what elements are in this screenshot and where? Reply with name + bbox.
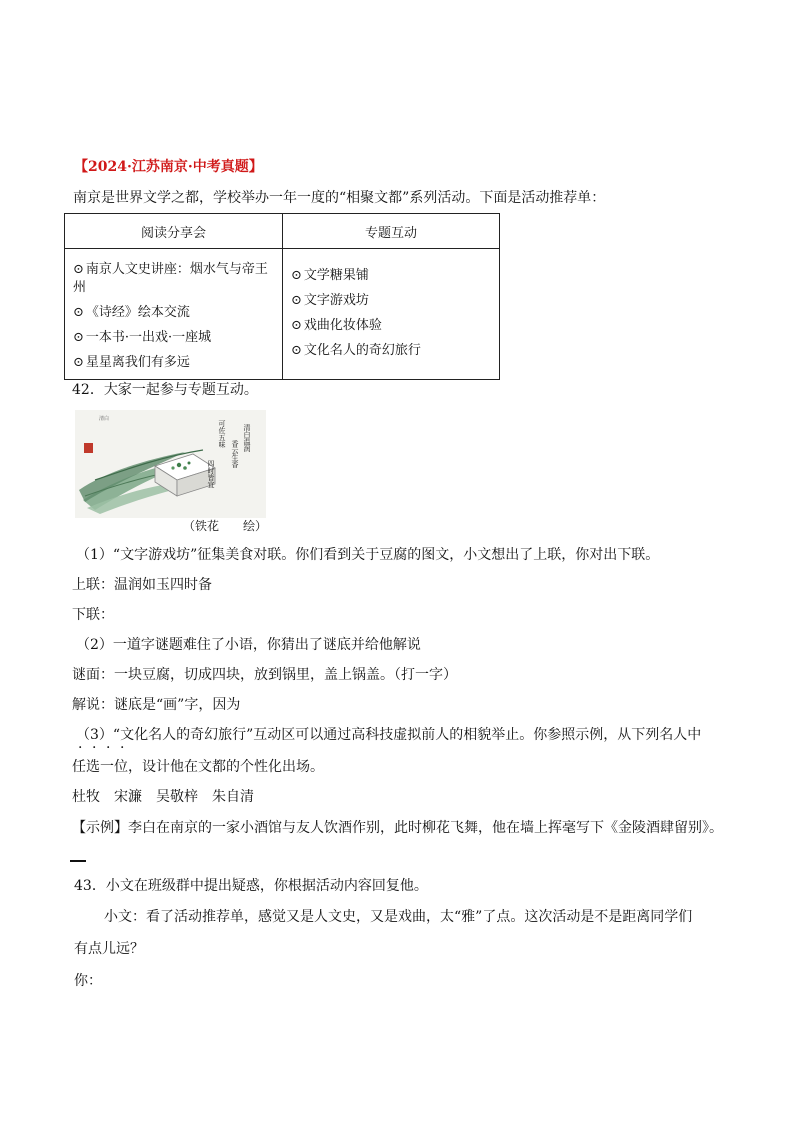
bullet-icon: ⊙ xyxy=(291,343,302,358)
seal-stamp xyxy=(84,443,93,453)
bullet-icon: ⊙ xyxy=(73,355,84,370)
emphasis-dot: · xyxy=(78,740,83,756)
painting-caption: （铁花 绘） xyxy=(183,519,268,533)
tofu-painting xyxy=(75,410,266,518)
xiaowen-message-line2: 有点儿远？ xyxy=(74,941,144,957)
source-tag: 【2024·江苏南京·中考真题】 xyxy=(74,159,263,175)
interaction-activities-cell xyxy=(283,249,500,380)
intro-text: 南京是世界文学之都，学校举办一年一度的“相聚文都”系列活动。下面是活动推荐单： xyxy=(73,190,606,206)
svg-text:可佐五味: 可佐五味 xyxy=(218,420,226,448)
emphasis-dot: · xyxy=(92,740,97,756)
list-item: ⊙ 南京人文史讲座：烟水气与帝王州 xyxy=(73,262,268,295)
sub-question-2: （2）一道字谜题难住了小语，你猜出了谜底并给他解说 xyxy=(76,637,421,653)
bullet-icon: ⊙ xyxy=(291,268,302,283)
svg-text:清白温润: 清白温润 xyxy=(243,424,251,452)
svg-text:四时皆宜: 四时皆宜 xyxy=(207,460,215,488)
emphasis-dot: · xyxy=(120,740,125,756)
tofu-cabbage-illustration xyxy=(75,410,266,518)
list-item: ⊙ 文字游戏坊 xyxy=(291,293,369,308)
emphasis-dot: · xyxy=(106,740,111,756)
table-header-reading: 阅读分享会 xyxy=(65,214,283,249)
bullet-icon: ⊙ xyxy=(73,262,84,277)
bullet-icon: ⊙ xyxy=(291,293,302,308)
sub-question-3-line2: 任选一位，设计他在文都的个性化出场。 xyxy=(72,759,324,775)
list-item: ⊙ 文化名人的奇幻旅行 xyxy=(291,343,421,358)
list-item: ⊙ 星星离我们有多远 xyxy=(73,355,190,370)
bullet-icon: ⊙ xyxy=(291,318,302,333)
question-43: 43．小文在班级群中提出疑惑，你根据活动内容回复他。 xyxy=(74,878,428,894)
explanation-text: 解说：谜底是“画”字，因为 xyxy=(72,697,241,713)
seal-text: 清白 xyxy=(99,416,110,422)
question-42: 42．大家一起参与专题互动。 xyxy=(72,382,258,398)
recommendation-table xyxy=(64,213,500,380)
xiaowen-message-line1: 小文：看了活动推荐单，感觉又是人文史，又是戏曲，太“雅”了点。这次活动是不是距离同学们 xyxy=(104,909,693,925)
answer-line xyxy=(70,860,86,862)
sub-question-1: （1）“文字游戏坊”征集美食对联。你们看到关于豆腐的图文，小文想出了上联，你对出下联。 xyxy=(76,547,660,563)
reply-label: 你： xyxy=(74,973,102,989)
reading-activities-cell xyxy=(65,249,283,380)
example-text: 【示例】李白在南京的一家小酒馆与友人饮酒作别，此时柳花飞舞，他在墙上挥毫写下《金陵酒肆留别》。 xyxy=(72,820,723,836)
celebrity-names: 杜牧 宋濂 吴敬梓 朱自清 xyxy=(72,789,254,805)
list-item: ⊙ 《诗经》绘本交流 xyxy=(73,305,190,320)
bullet-icon: ⊙ xyxy=(73,330,84,345)
shanglian-text: 上联：温润如玉四时备 xyxy=(72,577,212,593)
sub-question-3-line1: （3）“文化名人的奇幻旅行”互动区可以通过高科技虚拟前人的相貌举止。你参照示例，从下列名人中 xyxy=(76,727,702,743)
table-header-interaction: 专题互动 xyxy=(283,214,500,249)
list-item: ⊙ 文学糖果铺 xyxy=(291,268,369,283)
riddle-text: 谜面：一块豆腐，切成四块，放到锅里，盖上锅盖。（打一字） xyxy=(72,667,457,683)
list-item: ⊙ 戏曲化妆体验 xyxy=(291,318,382,333)
svg-text:香云生香: 香云生香 xyxy=(231,440,239,468)
bullet-icon: ⊙ xyxy=(73,305,84,320)
xialian-label: 下联： xyxy=(72,607,114,623)
list-item: ⊙ 一本书·一出戏·一座城 xyxy=(73,330,212,345)
